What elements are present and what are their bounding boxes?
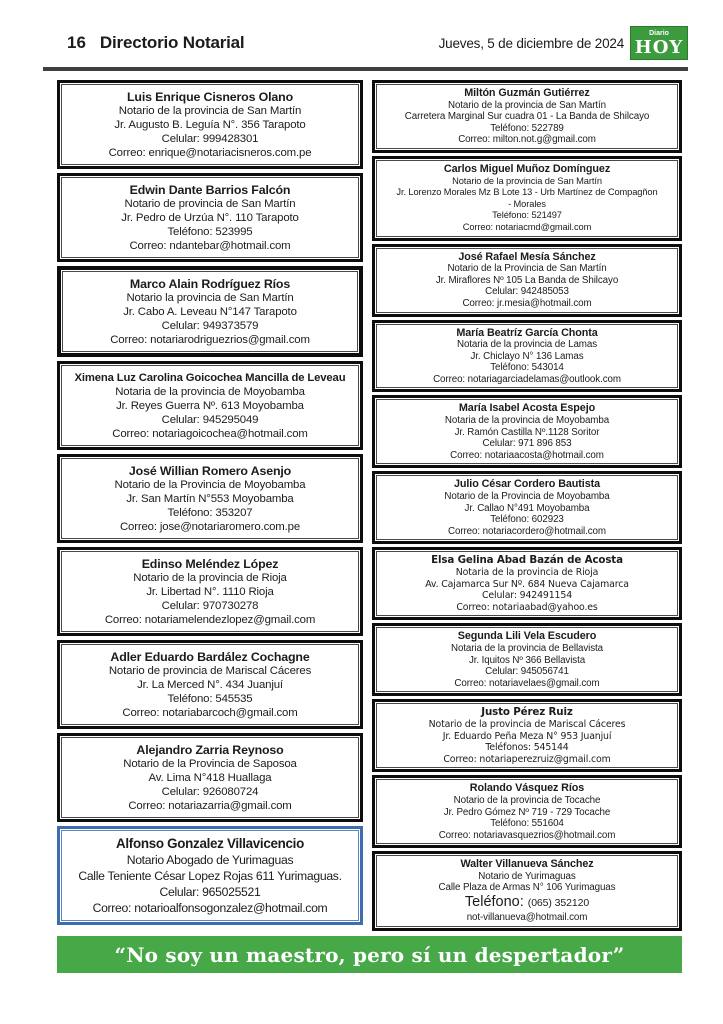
notary-card-line: Teléfono: 522789 — [490, 122, 564, 134]
notary-card — [372, 156, 682, 241]
notary-card-line: Notario la provincia de San Martín — [126, 292, 294, 304]
notary-card — [57, 547, 363, 636]
notary-card-line: Teléfonos: 545144 — [485, 742, 569, 754]
notary-name: Walter Villanueva Sánchez — [460, 858, 594, 871]
notary-card-line: Correo: notarioalfonsogonzalez@hotmail.com — [92, 901, 328, 915]
notary-name: José Rafael Mesía Sánchez — [458, 250, 596, 263]
notary-card-line: Correo: jr.mesia@hotmail.com — [462, 297, 592, 309]
notary-card-line: Carretera Marginal Sur cuadra 01 - La Banda de Shilcayo — [404, 111, 650, 123]
notary-card-line: Correo: enrique@notariacisneros.com.pe — [108, 147, 312, 159]
notary-card-line: Celular: 926080724 — [161, 786, 259, 798]
notary-card-line: Notario de la provincia de Tocache — [453, 794, 601, 806]
notary-card-line: Celular: 970730278 — [161, 600, 259, 612]
page-number: 16 — [67, 33, 86, 52]
notary-card-line: Teléfono: 543014 — [490, 362, 564, 374]
notary-card-line: Correo: ndantebar@hotmail.com — [129, 240, 291, 252]
notary-card-inner — [61, 177, 359, 258]
notary-name: Justo Pérez Ruiz — [481, 706, 573, 719]
notary-card-line: Correo: notariaacosta@hotmail.com — [450, 449, 604, 461]
notary-name: Ximena Luz Carolina Goicochea Mancilla de Leveau — [74, 372, 346, 384]
notary-card — [372, 471, 682, 544]
notary-card-line: Teléfono: 545535 — [167, 693, 253, 705]
notary-card-line: Jr. Lorenzo Morales Mz B Lote 13 - Urb Martínez de Compagñon — [396, 187, 658, 198]
notary-card-inner — [376, 399, 678, 464]
notary-card — [57, 454, 363, 543]
notary-card — [57, 826, 363, 925]
notary-name: Carlos Miguel Muñoz Domínguez — [443, 162, 611, 175]
page-header — [43, 24, 688, 71]
notary-card-line: Celular: 971 896 853 — [482, 438, 572, 450]
notary-name: Edinso Meléndez López — [141, 557, 279, 571]
notary-card-line: Av. Cajamarca Sur Nº. 684 Nueva Cajamarca — [425, 578, 629, 590]
notary-card-line: Notario de provincia de Mariscal Cáceres — [108, 665, 312, 677]
page-title: Directorio Notarial — [99, 33, 245, 52]
notary-card-line: Jr. Libertad N°. 1110 Rioja — [146, 586, 274, 598]
notary-card-line: Notaria de la provincia de Moyobamba — [115, 386, 305, 398]
notary-card-inner — [376, 248, 678, 313]
notary-name: Elsa Gelina Abad Bazán de Acosta — [431, 554, 623, 567]
notary-card-line: Teléfono: 551604 — [490, 818, 564, 830]
notary-card-line-part: (065) 352120 — [527, 897, 590, 910]
notary-card-inner — [61, 84, 359, 165]
notary-card-line: Teléfono: 521497 — [492, 210, 562, 221]
notary-card-line: Calle Plaza de Armas N° 106 Yurimaguas — [438, 882, 616, 894]
notary-card — [372, 623, 682, 696]
notary-card-line: Jr. Reyes Guerra Nº. 613 Moyobamba — [116, 400, 304, 412]
notary-card-line: Correo: notariacmd@gmail.com — [462, 221, 592, 232]
notary-card — [57, 733, 363, 822]
notary-card-line: Celular: 942485053 — [485, 286, 569, 298]
notary-name: Adler Eduardo Bardález Cochagne — [110, 650, 310, 664]
notary-card-line: Jr. Iquitos Nº 366 Bellavista — [468, 654, 586, 666]
notary-name: Luis Enrique Cisneros Olano — [126, 90, 293, 104]
notary-card-line: Jr. Chiclayo N° 136 Lamas — [470, 350, 584, 362]
logo-hoy-text: HOY — [634, 36, 684, 58]
notary-card-line: Notario Abogado de Yurimaguas — [126, 853, 294, 867]
diario-hoy-logo — [630, 26, 688, 60]
notary-card-line: Notario de la Provincia de Moyobamba — [114, 479, 306, 491]
notary-card-line: Notario de Yurimaguas — [478, 870, 576, 882]
notary-card-line: Correo: jose@notariaromero.com.pe — [119, 521, 301, 533]
notary-card-line: Celular: 945295049 — [161, 414, 259, 426]
notary-card-line: Jr. Eduardo Peña Meza N° 953 Juanjuí — [442, 730, 612, 742]
notary-name: Marco Alain Rodríguez Ríos — [129, 277, 291, 291]
notary-card — [372, 851, 682, 930]
notary-card — [372, 395, 682, 468]
notary-card-line: not-villanueva@hotmail.com — [466, 912, 588, 924]
notary-card-line: Correo: notariabarcoch@gmail.com — [122, 707, 298, 719]
notary-card-line: Notario de la provincia de San Martín — [447, 99, 607, 111]
notary-card-line: Jr. Augusto B. Leguía N°. 356 Tarapoto — [114, 119, 306, 131]
notary-card-line: Correo: notariarodriguezrios@gmail.com — [110, 334, 310, 346]
notary-card-line: Correo: notariaabad@yahoo.es — [456, 601, 598, 613]
notary-card-line: Celular: 945056741 — [485, 666, 569, 678]
directory-column-right — [372, 80, 682, 934]
notary-card-inner — [376, 855, 678, 926]
header-title-group — [43, 33, 244, 53]
notary-card-line: Correo: milton.not.g@gmail.com — [458, 134, 596, 146]
header-date: Jueves, 5 de diciembre de 2024 — [438, 35, 624, 51]
notary-card-line: Teléfono: 523995 — [167, 226, 253, 238]
notary-card-inner — [376, 703, 678, 768]
notary-card-line: Jr. Pedro Gómez Nº 719 - 729 Tocache — [443, 806, 611, 818]
notary-card-inner — [61, 830, 359, 921]
notary-card-line: Correo: notariaperezruiz@gmail.com — [443, 753, 611, 765]
notary-card-line: Celular: 999428301 — [161, 133, 259, 145]
notary-card-line: Correo: notariazarria@gmail.com — [128, 800, 292, 812]
notary-card-inner — [61, 551, 359, 632]
notary-card — [372, 80, 682, 153]
notary-name: Edwin Dante Barrios Falcón — [129, 183, 291, 197]
notary-card-inner — [61, 365, 359, 446]
notary-card-inner — [376, 779, 678, 844]
notary-name: Alfonso Gonzalez Villavicencio — [116, 836, 304, 851]
notary-card-inner — [376, 627, 678, 692]
notary-card-line: Correo: notariacordero@hotmail.com — [448, 525, 606, 537]
notary-card-line: Jr. San Martín N°553 Moyobamba — [126, 493, 294, 505]
notary-name: Rolando Vásquez Ríos — [469, 782, 585, 795]
notary-name: Julio César Cordero Bautista — [454, 478, 600, 491]
notary-card-line: Correo: notariagarciadelamas@outlook.com — [433, 373, 621, 385]
notary-card-line: Notario de la provincia de Mariscal Cáceres — [428, 718, 626, 730]
notary-card-inner — [62, 271, 358, 352]
notary-card-line: Notario de la Provincia de San Martín — [447, 263, 607, 275]
notary-card-line-part: Teléfono: — [464, 894, 528, 911]
notary-name: Alejandro Zarria Reynoso — [136, 743, 284, 757]
notary-card-line: Notaria de la provincia de Lamas — [456, 339, 598, 351]
notary-card-line: Teléfono: 602923 — [490, 514, 564, 526]
notary-card-line: Jr. Callao N°491 Moyobamba — [464, 502, 590, 514]
notary-card-line: Calle Teniente César Lopez Rojas 611 Yurimaguas. — [78, 869, 342, 883]
notary-card-line: Notaria de la provincia de Bellavista — [450, 642, 604, 654]
notary-card-line: Notario de la Provincia de Saposoa — [123, 758, 297, 770]
notary-card-inner — [61, 458, 359, 539]
notary-card-line: Jr. Ramón Castilla Nº.1128 Soritor — [454, 426, 600, 438]
notary-card-inner — [61, 644, 359, 725]
notary-card-line: Jr. Cabo A. Leveau N°147 Tarapoto — [123, 306, 297, 318]
notary-card-line: Celular: 942491154 — [481, 590, 573, 602]
quote-banner — [57, 936, 682, 973]
notary-card-line: Correo: notariamelendezlopez@gmail.com — [104, 614, 316, 626]
notary-card-inner — [376, 475, 678, 540]
directory-column-left — [57, 80, 363, 934]
notary-card-inner — [376, 551, 678, 616]
notary-directory — [57, 80, 682, 934]
notary-card-line: Notario de la Provincia de Moyobamba — [444, 491, 610, 503]
notary-card-inner — [61, 737, 359, 818]
notary-card — [57, 640, 363, 729]
notary-card-line: Correo: notariavasquezrios@hotmail.com — [438, 829, 616, 841]
notary-card-line: Notario de provincia de San Martín — [124, 198, 296, 210]
notary-card-line: Jr. Miraflores Nº 105 La Banda de Shilcayo — [435, 274, 619, 286]
notary-card — [372, 547, 682, 620]
notary-name: María Isabel Acosta Espejo — [458, 402, 596, 415]
notary-card — [372, 699, 682, 772]
notary-card-line: Notario de la provincia de San Martín — [452, 175, 602, 186]
notary-card — [57, 173, 363, 262]
notary-name: Segunda Lili Vela Escudero — [457, 630, 597, 643]
notary-card-inner — [376, 84, 678, 149]
quote-text: “No soy un maestro, pero sí un despertador” — [114, 942, 625, 967]
notary-name: José Willian Romero Asenjo — [128, 464, 292, 478]
notary-card-line: Notaria de la provincia de Moyobamba — [444, 415, 610, 427]
notary-card-line: Correo: notariavelaes@gmail.com — [454, 677, 600, 689]
notary-name: María Beatríz García Chonta — [456, 326, 598, 339]
notary-card — [372, 775, 682, 848]
notary-card — [57, 266, 363, 357]
notary-card-inner — [376, 160, 678, 237]
notary-card-line: Notaria de la provincia de Rioja — [455, 567, 599, 578]
notary-card-line: Celular: 965025521 — [159, 885, 261, 899]
notary-card — [372, 244, 682, 317]
notary-card — [372, 320, 682, 393]
notary-card-line: Av. Lima N°418 Huallaga — [148, 772, 272, 784]
notary-card-line: Teléfono: 353207 — [167, 507, 253, 519]
notary-card-line: Correo: notariagoicochea@hotmail.com — [112, 428, 308, 440]
notary-card-line — [382, 894, 672, 912]
logo-diario-text: Diario — [649, 29, 669, 37]
notary-card-line: Jr. La Merced N°. 434 Juanjuí — [137, 679, 283, 691]
header-date-group — [439, 26, 688, 60]
notary-card-line: Celular: 949373579 — [161, 320, 259, 332]
notary-card-line: - Morales — [508, 198, 546, 209]
notary-card-line: Notario de la provincia de San Martín — [118, 105, 302, 117]
notary-card — [57, 80, 363, 169]
notary-card-inner — [376, 324, 678, 389]
notary-name: Miltón Guzmán Gutiérrez — [464, 87, 590, 99]
notary-card-line: Notario de la provincia de Rioja — [133, 572, 287, 584]
notary-card — [57, 361, 363, 450]
notary-card-line: Jr. Pedro de Urzúa N°. 110 Tarapoto — [121, 212, 299, 224]
